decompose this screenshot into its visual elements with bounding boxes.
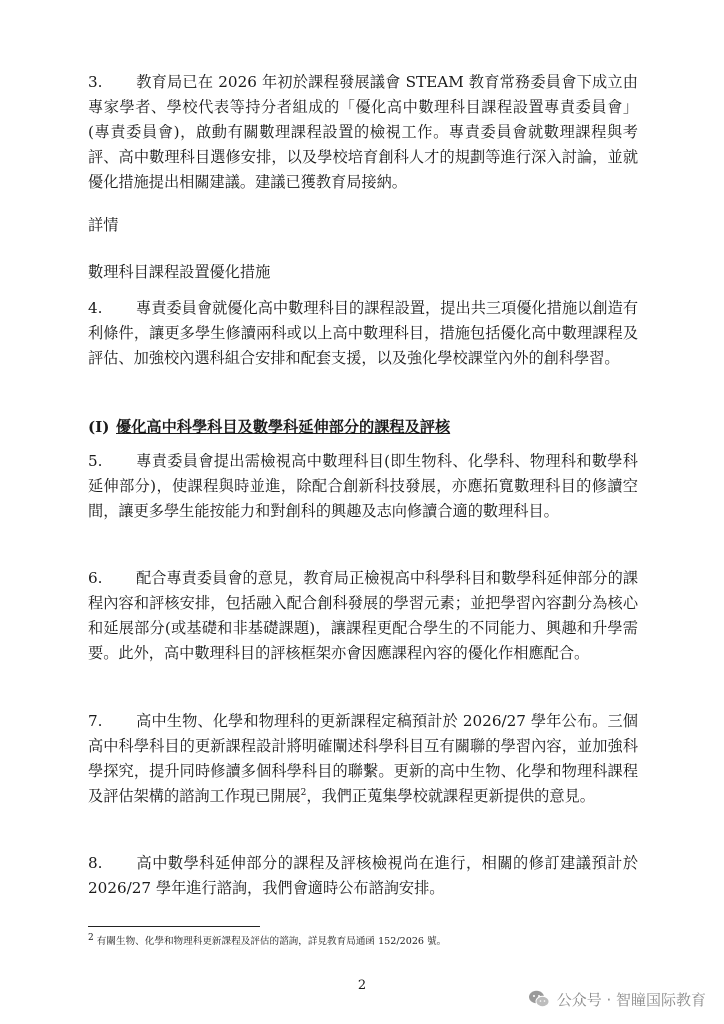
- paragraph-5: [88, 449, 638, 524]
- footnote-reference[interactable]: 2: [300, 787, 307, 798]
- subheading-number: (I): [88, 418, 110, 436]
- paragraph-number: 6.: [88, 569, 103, 587]
- footnote: [88, 932, 648, 949]
- paragraph-text: 高中數學科延伸部分的課程及評核檢視尚在進行，相關的修訂建議預計於 2026/27 學年進行諮詢，我們會適時公布諮詢安排。: [88, 854, 638, 897]
- footnote-divider: [88, 926, 260, 927]
- subheading: [88, 415, 450, 440]
- paragraph-number: 8.: [88, 854, 103, 872]
- paragraph-text: 專責委員會提出需檢視高中數理科目(即生物科、化學科、物理科和數學科延伸部分)，使課程與時並進，除配合創新科技發展，亦應拓寬數理科目的修讀空間，讓更多學生能按能力和對創科的興趣及志向修讀合適的數理科目。: [88, 452, 638, 520]
- paragraph-text: 教育局已在 2026 年初於課程發展議會 STEAM 教育常務委員會下成立由專家學者、學校代表等持分者組成的「優化高中數理科目課程設置專責委員會」(專責委員會)，啟動有關數理課程設置的檢視工作。專責委員會就數理課程與考評、高中數理科目選修安排，以及學校培育創科人才的規劃等進行深入討論，並就優化措施提出相關建議。建議已獲教育局接納。: [88, 73, 638, 191]
- page-number: 2: [357, 978, 367, 993]
- heading-details: 詳情: [88, 216, 119, 234]
- paragraph-6: [88, 566, 638, 666]
- paragraph-text-continued: ，我們正蒐集學校就課程更新提供的意見。: [306, 787, 595, 805]
- paragraph-number: 4.: [88, 299, 103, 317]
- paragraph-3: [88, 70, 638, 195]
- paragraph-number: 7.: [88, 712, 103, 730]
- paragraph-7: [88, 709, 638, 809]
- footnote-text: 有關生物、化學和物理科更新課程及評估的諮詢，詳見教育局通函 152/2026 號。: [96, 936, 447, 947]
- paragraph-4: [88, 296, 638, 371]
- paragraph-text: 專責委員會就優化高中數理科目的課程設置，提出共三項優化措施以創造有利條件，讓更多學生修讀兩科或以上高中數理科目，措施包括優化高中數理課程及評估、加強校內選科組合安排和配套支援，以及強化學校課堂內外的創科學習。: [88, 299, 638, 367]
- paragraph-number: 5.: [88, 452, 103, 470]
- subheading-label: 優化高中科學科目及數學科延伸部分的課程及評核: [116, 418, 451, 436]
- paragraph-text: 配合專責委員會的意見，教育局正檢視高中科學科目和數學科延伸部分的課程內容和評核安排，包括融入配合創科發展的學習元素；並把學習內容劃分為核心和延展部分(或基礎和非基礎課題)，讓課程更配合學生的不同能力、興趣和升學需要。此外，高中數理科目的評核框架亦會因應課程內容的優化作相應配合。: [88, 569, 638, 662]
- footnote-number: 2: [88, 932, 94, 943]
- paragraph-number: 3.: [88, 73, 103, 91]
- paragraph-8: [88, 851, 638, 901]
- watermark: [527, 986, 706, 1012]
- watermark-text: 公众号 · 智瞳国际教育: [556, 990, 706, 1009]
- heading-measures: 數理科目課程設置優化措施: [88, 263, 271, 281]
- paragraph-text: 高中生物、化學和物理科的更新課程定稿預計於 2026/27 學年公布。三個高中科學科目的更新課程設計將明確闡述科學科目互有關聯的學習內容，並加強科學探究，提升同時修讀多個科學科目的聯繫。更新的高中生物、化學和物理科課程及評估架構的諮詢工作現已開展: [88, 712, 638, 805]
- wechat-icon: [527, 987, 551, 1011]
